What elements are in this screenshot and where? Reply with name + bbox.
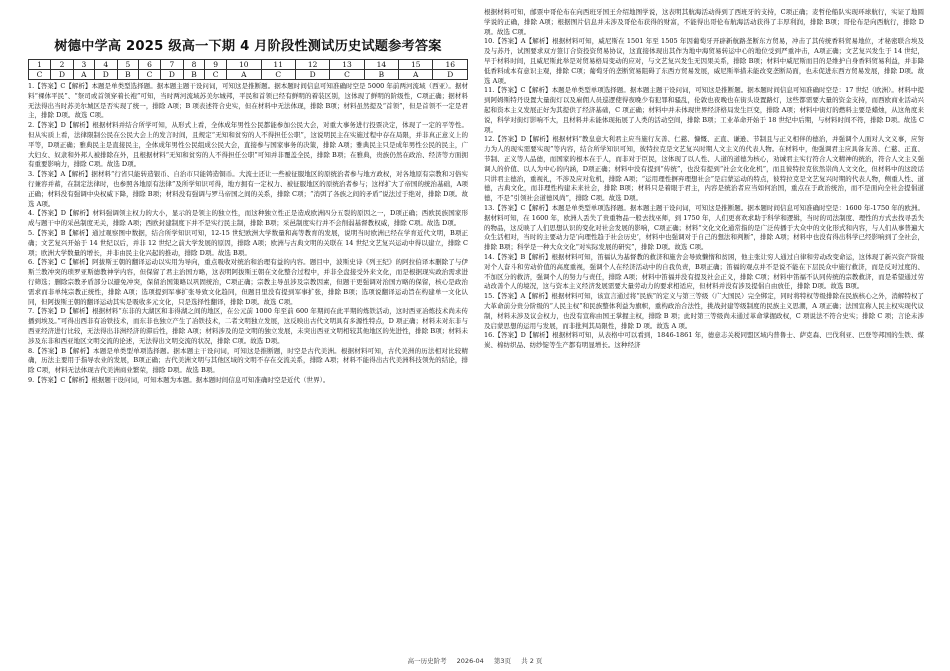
question-number-cell: 5: [117, 60, 138, 70]
left-paragraphs: [28, 82, 468, 386]
question-number-cell: 15: [399, 60, 433, 70]
answer-cell: C: [330, 70, 364, 80]
answer-explanation-paragraph: 8.【答案】B【解析】本题是单类型单项选择题。据本题主干设问词，可知这是推断题，时空是古代美洲。根据材料可知，古代美洲的历法相对比较精确，历法主要用于指导农业的发展，B项正确；古代美洲文明与其他区域的文明不存在交流关系，排除 A项；材料不能得出古代美洲科技领先的结论，排除 C项，材料无法体现古代美洲商业繁荣，排除 D项。故选 B项。: [28, 346, 468, 375]
question-number-cell: 4: [94, 60, 117, 70]
answer-explanation-paragraph: 11.【答案】C【解析】本题是单类型单项选择题。据本题主题干设问词，可知这是推断题。据本题时间信息可知准确时空是：17 世纪（欧洲）。材料中提到阿姆斯特丹设置大量街灯以及雇佣人员巡逻使得夜晚少有犯罪和骚乱，伦敦也夜晚也在街头设置路灯，这些都需要大量的资金支持，而西欧商业活动兴起和资本主义发展正好为其提供了经济基础，C 项正确；材料中并未体现世界经济格局发生巨变，排除 A项；材料中街灯的燃料主要是蜡烛，从这角度来说，科学对街灯影响不大，且材料并未能体现拓展了人类的活动空间，排除 B项；工业革命开始于 18 世纪中后期，与材料时间不符，排除 D项。故选 C项。: [484, 86, 924, 134]
answer-cell: B: [183, 70, 204, 80]
question-number-cell: 10: [227, 60, 261, 70]
answer-cell: B: [117, 70, 138, 80]
footer-total: 共 2 页: [521, 657, 543, 665]
document-title: 树德中学高 2025 级高一下期 4 月阶段性测试历史试题参考答案: [54, 39, 442, 54]
answer-cell: C: [261, 70, 295, 80]
answer-cell: D: [433, 70, 468, 80]
question-number-cell: 16: [433, 60, 468, 70]
answer-explanation-paragraph: 13.【答案】C【解析】本题是单类型单项选择题。据本题主题干设问词，可知这是推断题。据本题时间信息可知准确时空是：1600 年-1750 年的欧洲。据材料可知，在 1600 年，欧洲人丢失了贵重物品一般去找巫师，到 1750 年，人们更喜欢求助于科学和逻辑，当时的司法制度、理性的方式去找寻丢失的物品，这反映了人们思想认识的变化对社会发展的影响，C项正确；材料“文化文化通常指的是广泛传播于大众中的文化形式和内容，与人们从事普遍大众生活相对，当时的主要动力是‘向理性趋于社会历史’，材料中也强调对于自己的想法和判断”，排除 A项；材料中也没有得出科学已经影响到了全社会，排除 B项；科学是一种大众文化“对实际发展的研究”，排除 D项。故选 C项。: [484, 203, 924, 252]
answer-cell: B: [364, 70, 398, 80]
question-number-cell: 2: [51, 60, 74, 70]
answer-cell: A: [399, 70, 433, 80]
answer-explanation-paragraph: 15.【答案】A【解析】根据材料可知，该宣言通过将“民族”的定义与第三等级（广大国民）完全绑定，同时将特权等级排除在民族核心之外，消解特权了大革命前分贵分阶级的“人民主权”和民族整体利益为旗帜，重构政治合法性，挑战封建等级制度的民族主义思潮，A 项正确；法国宣称人民主权实现代议制，材料未涉及议会权力，也没有宣称由国王掌握主权，排除 B 项；此时第三等级尚未通过革命掌握政权，C 项说法不符合史实；排除 C 项；言论未涉及启蒙思想的运用与发展，而非批判其局限性，排除 D 项。故选 A 项。: [484, 292, 924, 330]
answer-explanation-paragraph: 根据材料可知，邮票中哥伦布在向西班牙国王介绍地图学说，这表明其航海活动得到了西班牙的支持，C项正确；麦哲伦船队实现环球航行，实证了地圆学说的正确，排除 A项；根据图片信息并未涉及哥伦布获得的财富，不能得出哥伦布航海活动获得了丰厚利润，排除 B项；哥伦布是向西航行，排除 D项。故选 C项。: [484, 8, 924, 36]
answer-explanation-paragraph: 6.【答案】C【解析】阿拔斯王朝的翻译运动以实用为导向，重点吸收对统治和治理有益的内容。题目中，波斯史诗《列王纪》的阿拉伯译本删除了与伊斯兰教冲突的琐罗亚斯德教神学内容，但保留了君主治国方略，这表明阿拔斯王朝在文化整合过程中，并非全盘接受外来文化，而是根据现实政治需求进行筛选；删除宗教矛盾部分以避免冲突，保留治国策略以巩固统治，C项正确；宗教主导虽涉及宗教因素，但题干更强调对治国方略的保留，核心是政治需求而非单纯宗教正统性，排除 A项；选项提到军事扩张导致文化趋同，但题目里没有提到军事扩张，排除 B项；选项说翻译运动旨在构建单一文化认同，但阿拔斯王朝的翻译运动其实是吸收多元文化，只是选择性翻译，排除 D项。故选 C项。: [28, 258, 468, 306]
answer-cell: A: [227, 70, 261, 80]
answer-explanation-paragraph: 5.【答案】B【解析】通过观察图中数据，结合所学知识可知，12-15 世纪欧洲大学数量和高等教育的发展，说明当时欧洲已经在学育近代文明，B项正确；文艺复兴开始于 14 世纪以后，并非 12 世纪之前大学发展的原因，排除 A项；欧洲与古典文明的关联在 14 世纪文艺复兴运动中得以建立，排除 C项；欧洲大学数量的增长，并非由民主化兴起的推动，排除 D项。故选 B项。: [28, 228, 468, 257]
question-number-cell: 1: [29, 60, 51, 70]
answer-table-numbers-row: [29, 60, 468, 70]
answer-cell: C: [138, 70, 160, 80]
page-footer: [0, 656, 950, 665]
answer-explanation-paragraph: 1.【答案】C【解析】本题是单类型选择题。据本题主题干设问词，可知这是推断题。据本题时间信息可知准确时空是 5000 年前两河流域（西亚）。据材料“裸体平民”、“祭司或首领穿着长袍”可知，当时两河流域苏美尔城邦，平民和首领已经有鲜明的着装区别，这体现了鲜明的阶级性，C项正确；据材料无法得出当时苏美尔城区是否实现了统一，排除 A项；B 项表述符合史实，但在材料中无法体现，排除 B项；材料虽然提及“首领”，但是首领不一定是君主，排除 D项。故选 C项。: [28, 82, 468, 120]
answer-explanation-paragraph: 10.【答案】A【解析】根据材料可知，威尼斯在 1501 年至 1505 年因葡萄牙开辟新航路垄断东方贸易，冲击了其传统香料贸易地位，才秘密联合埃及及与苏丹，试图要求双方签订合资投资贸易协议，这直接体现出其作为地中海贸易转运中心的地位受到严重冲击，A项正确；文艺复兴发生于 14 世纪，早于材料时间，且威尼斯此举是对贸易格局变动的应对，与文艺复兴发生无因果关系，排除 B项；材料中威尼斯而目的是维护自身香料贸易利益，并非降低香料成本有意识主观，排除 C项；葡萄牙的垄断贸易阻碍了东西方贸易发展，威尼斯举措未能改变垄断局面，也未促进东西方贸易发展，排除 D项。故选 A项。: [484, 37, 924, 85]
right-column: [484, 8, 924, 351]
answer-explanation-paragraph: 12.【答案】D【解析】根据材料“教皇意大利君主应当施行友善、仁慈、慷慨、正直、谦逊、节制且与正义相伴的德治，并强调个人面对人文义事，应努力为人的现实需要实现”等内容，结合所学知识可知，彼特拉克是文艺复兴时期人文主义的代表人物。在材料中，他强调君主应具备友善、仁慈、正直、节制、正义等人品德，而国家的根本在于人，而非对于臣民，这体现了以人性、人道的道德为核心，劝诫君主实行符合人文精神的统治，符合人文主义强调人的价值、以人为中心的内涵，D项正确；材料中没有提到“传统”，也没有提到“社会文化化机”，而且彼特拉克依然崇尚人文文化，但材料中的这段话只讲君主德治，重视礼，不涉及应对危机，排除 A项；“运用理性摒弃理想社会”是启蒙运动的特点，彼特拉克是文艺复兴时期的代表人物，侧重人性、道德，古典文化，而非理性构建未来社会，排除 B项；材料只是着眼于君主，内容是统治者应当如何治国，重点在于政治统治，而不是面向全社会提倡道德，不是“引领社会道德风尚”，排除 C项。故选 D项。: [484, 135, 924, 203]
answer-explanation-paragraph: 3.【答案】A【解析】据材料“行省只能转造银币、自治市只能铸造铜币。大流士还让一些被征服地区的原统治者参与地方政权，对各地原有宗教和习俗实行兼容并蓄，在制定法律时，也参照各地原有法律”及所学知识可得，地方拥有一定权力、被征服地区的原统治者参与；这样扩大了帝国的统治基础，A项正确；材料没有强调中央权威下降，排除 B项；材料没有强调与罗马帝国之间的关系，排除 C项；“消弭了各族之间的矛盾”说法过于绝对，排除 D项。故选 A项。: [28, 170, 468, 208]
answer-explanation-paragraph: 14.【答案】B【解析】根据材料可知，笛福认为基督教的救济和施舍会导致懒惰和贫困，他主张让穷人通过自律和劳动改变命运，这体现了新兴资产阶级对个人奋斗和劳动价值的高度重视，强调个人在经济活动中的自我负责，B项正确；笛福的观点并不是说不能在下层民众中施行救济，而是反对过度的、不加区分的救济，强调个人的努力与责任，排除 A项；材料中笛福并没有提及社会正义，排除 C项；材料中笛福不认同传统的宗教救济，而是希望通过劳动改善个人的境况，这与资本主义经济发展需要大量劳动力的要求相适应，但材料并没有涉及提倡自由放任，排除 D项。故选 B项。: [484, 252, 924, 291]
answer-explanation-paragraph: 16.【答案】D【解析】根据材料可知，从表格中可以看到，1846-1861 年，德意志关税同盟区域内普鲁士、萨克森、巴伐利亚、巴登等邦国的生铁、煤炭、棉纺织品、纺纱锭等生产都有明显增长。这种经济: [484, 331, 924, 350]
answer-cell: A: [73, 70, 94, 80]
left-column: [28, 8, 468, 386]
answer-cell: C: [205, 70, 227, 80]
question-number-cell: 14: [364, 60, 398, 70]
answer-explanation-paragraph: 4.【答案】D【解析】材料强调领主权力的大小，显示的是领主的独立性，而这种独立性正是造成欧洲四分五裂的原因之一，D项正确；西欧民族国家形成与题干中的采邑制度无关，排除 A项；西欧封建制度下并不是实行民主制，排除 B项；采邑制度实行并不会削弱基督教权威，排除 C项。故选 D项。: [28, 209, 468, 228]
footer-date: 2026-04: [456, 657, 484, 665]
answer-cell: C: [29, 70, 51, 80]
question-number-cell: 11: [261, 60, 295, 70]
answer-explanation-paragraph: 2.【答案】D【解析】根据材料并结合所学可知，从形式上看，全体成年男性公民都能参加公民大会，对重大事务进行投票决定，体现了一定的平等性。但从实质上看，法律限制公民在公民大会上的发言时间，且规定“无知和贫穷的人不得担任公职”，这说明民主在实施过程中存在局限，并非真正意义上的平等，D项正确；雅典民主是直接民主，全体成年男性公民组成公民大会，直接参与国家事务的决策，排除 A项；雅典民主只是成年男性公民的民主，广大妇女、奴隶和外邦人被排除在外，且根据材料“无知和贫穷的人不得担任公职”可知并非覆盖全民，排除 B项；在雅典，贵族仍然在政治、经济等方面拥有重要影响力，排除 C项。故选 D项。: [28, 121, 468, 169]
answer-explanation-paragraph: 7.【答案】D【解析】根据材料“东非的大湖区和非得湖之间的地区，在公元前 1000 年至前 600 年期间在此平期的炼铁活动，这时西亚冶炼技术尚未传播到埃及。”可得出西非有冶铁技术，而东非也独立产生了冶铁技术，二者文明独立发展，这反映出古代文明具有多源性特点，D 项正确；材料未对东非与西亚经济进行比较，无法得出非洲经济的滞后性，排除 A项；材料涉及的是文明的独立发展，未突出西亚文明相较其他地区的先进性，排除 B项；材料未涉及东非和西亚地区文明交流的论述，无法得出文明交流的状况，排除 C项。故选 D项。: [28, 307, 468, 345]
question-number-cell: 13: [330, 60, 364, 70]
question-number-cell: 3: [73, 60, 94, 70]
question-number-cell: 6: [138, 60, 160, 70]
answer-explanation-paragraph: 9.【答案】C【解析】根据题干设问词，可知本题为本题。据本题时间信息可知准确时空是近代（世界）。: [28, 375, 330, 384]
question-number-cell: 7: [160, 60, 183, 70]
answer-cell: D: [51, 70, 74, 80]
right-paragraphs: [484, 8, 924, 351]
answer-cell: D: [295, 70, 329, 80]
footer-page: 第3页: [493, 657, 512, 665]
answer-cell: D: [94, 70, 117, 80]
question-number-cell: 8: [183, 60, 204, 70]
question-number-cell: 12: [295, 60, 329, 70]
footer-subject: 高一历史阶考: [407, 657, 447, 665]
answer-cell: D: [160, 70, 183, 80]
question-number-cell: 9: [205, 60, 227, 70]
answer-table: [28, 59, 468, 80]
answer-table-answers-row: [29, 70, 468, 80]
